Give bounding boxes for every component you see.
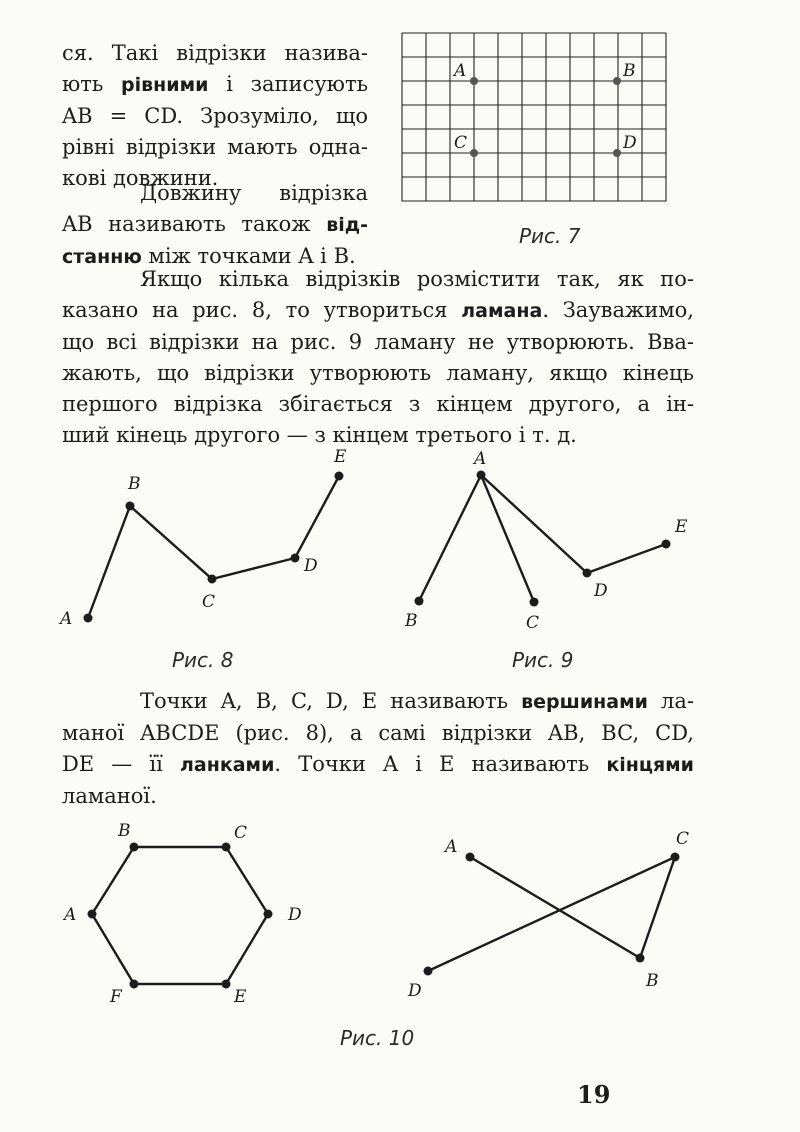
label-d: D	[408, 981, 422, 1001]
label-c: C	[454, 133, 468, 153]
label-c: C	[676, 829, 690, 849]
text-line: жають, що відрізки утворюють ламану, якщо кінець	[62, 361, 694, 385]
text-line: кові довжини.	[62, 166, 219, 190]
term-distance-cont: станню	[62, 246, 142, 268]
label-c: C	[202, 592, 216, 612]
text-line: Довжину відрізка	[140, 181, 368, 205]
label-a: A	[474, 449, 487, 469]
label-c: C	[526, 613, 540, 633]
text-line: казано на рис. 8, то утвориться ламана. Зауважимо,	[62, 298, 694, 322]
paragraph-distance	[62, 178, 368, 273]
label-a: A	[60, 609, 73, 629]
caption-fig10: Рис. 10	[340, 1026, 415, 1050]
point-a	[470, 77, 478, 85]
label-d: D	[304, 556, 318, 576]
text-line: DE — її ланками. Точки A і E називають кінцями	[62, 752, 694, 776]
figure-7-grid	[398, 30, 682, 210]
label-c: C	[234, 823, 248, 843]
text-line: станню між точками A і B.	[62, 244, 356, 268]
text-line: ся. Такі відрізки назива-	[62, 41, 368, 65]
figure-9-segments	[395, 440, 715, 640]
label-d: D	[594, 581, 608, 601]
label-b: B	[128, 474, 141, 494]
label-e: E	[334, 447, 347, 467]
label-b: B	[118, 821, 131, 841]
paragraph-equal-segments	[62, 38, 368, 194]
paragraph-polyline	[62, 264, 694, 451]
point-d	[613, 149, 621, 157]
text-line: AB називають також від-	[62, 212, 368, 236]
term-distance: від-	[326, 214, 368, 236]
label-b: B	[646, 971, 659, 991]
text-line: що всі відрізки на рис. 9 ламану не утворюють. Вва-	[62, 330, 694, 354]
label-a: A	[445, 837, 458, 857]
text-line: Точки A, B, C, D, E називають вершинами ла-	[140, 689, 694, 713]
caption-fig8: Рис. 8	[172, 648, 234, 672]
text-line: ють рівними і записують	[62, 72, 369, 96]
term-links: ланками	[179, 754, 275, 776]
text-line: AB = CD. Зрозуміло, що	[62, 104, 368, 128]
page-number: 19	[577, 1080, 611, 1109]
text-line: Якщо кілька відрізків розмістити так, як по-	[140, 267, 694, 291]
point-b	[613, 77, 621, 85]
label-e: E	[675, 517, 688, 537]
label-d: D	[288, 905, 302, 925]
text-line: рівні відрізки мають однa-	[62, 135, 368, 159]
term-equal: рівними	[121, 74, 209, 96]
label-b: B	[623, 61, 636, 81]
caption-fig7: Рис. 7	[519, 224, 581, 248]
label-a: A	[454, 61, 467, 81]
label-e: E	[234, 987, 247, 1007]
text-line: ламаної.	[62, 784, 157, 808]
figure-10-hexagon	[50, 810, 330, 1010]
paragraph-vertices	[62, 686, 694, 812]
text-line: маної ABCDE (рис. 8), а самі відрізки AB, BC, CD,	[62, 721, 694, 745]
term-polyline: ламана	[461, 300, 543, 322]
label-d: D	[623, 133, 637, 153]
label-b: B	[405, 611, 418, 631]
label-a: A	[64, 905, 77, 925]
point-c	[470, 149, 478, 157]
figure-10-crossed	[400, 810, 710, 1010]
figure-8-polyline	[50, 440, 380, 640]
caption-fig9: Рис. 9	[512, 648, 574, 672]
text-line: ший кінець другого — з кінцем третього і т. д.	[62, 423, 577, 447]
term-vertices: вершинами	[521, 691, 648, 713]
label-f: F	[110, 987, 122, 1007]
text-line: першого відрізка збігається з кінцем другого, а ін-	[62, 392, 694, 416]
term-ends: кінцями	[606, 754, 694, 776]
